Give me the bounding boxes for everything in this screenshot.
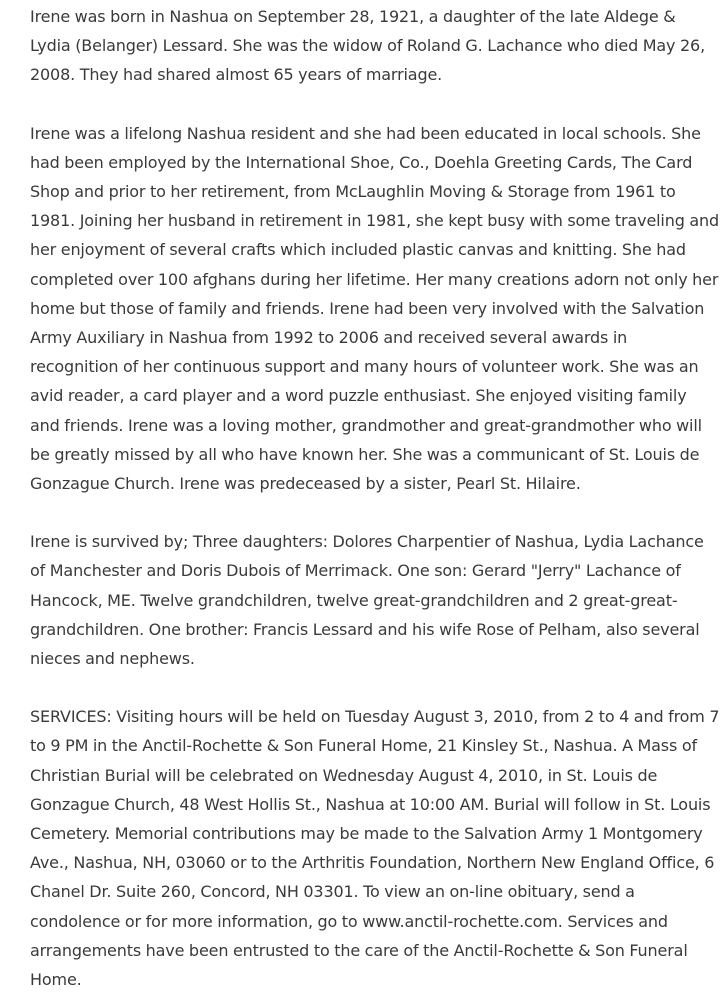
paragraph-birth-and-marriage: Irene was born in Nashua on September 28, 1921, a daughter of the late Aldege & Lydia (Belanger) Lessard. She was the widow of Roland G. Lachance who died May 26, 2008. They had shared almost 65 years of marriage.	[30, 7, 706, 85]
obituary-article	[30, 2, 720, 994]
paragraph-life-and-career: Irene was a lifelong Nashua resident and she had been educated in local schools. She had been employed by the International Shoe, Co., Doehla Greeting Cards, The Card Shop and prior to her retirement, from McLaughlin Moving & Storage from 1961 to 1981. Joining her husband in retirement in 1981, she kept busy with some traveling and her enjoyment of several crafts which included plastic canvas and knitting. She had completed over 100 afghans during her lifetime. Her many creations adorn not only her home but those of family and friends. Irene had been very involved with the Salvation Army Auxiliary in Nashua from 1992 to 2006 and received several awards in recognition of her continuous support and many hours of volunteer work. She was an avid reader, a card player and a word puzzle enthusiast. She enjoyed visiting family and friends. Irene was a loving mother, grandmother and great-grandmother who will be greatly missed by all who have known her. She was a communicant of St. Louis de Gonzague Church. Irene was predeceased by a sister, Pearl St. Hilaire.	[30, 123, 720, 494]
paragraph-survivors: Irene is survived by; Three daughters: Dolores Charpentier of Nashua, Lydia Lachance of Manchester and Doris Dubois of Merrimack. One son: Gerard "Jerry" Lachance of Hancock, ME. Twelve grandchildren, twelve great-grandchildren and 2 great-great-grandchildren. One brother: Francis Lessard and his wife Rose of Pelham, also several nieces and nephews.	[30, 532, 704, 669]
paragraph-services: SERVICES: Visiting hours will be held on Tuesday August 3, 2010, from 2 to 4 and from 7 to 9 PM in the Anctil-Rochette & Son Funeral Home, 21 Kinsley St., Nashua. A Mass of Christian Burial will be celebrated on Wednesday August 4, 2010, in St. Louis de Gonzague Church, 48 West Hollis St., Nashua at 10:00 AM. Burial will follow in St. Louis Cemetery. Memorial contributions may be made to the Salvation Army 1 Montgomery Ave., Nashua, NH, 03060 or to the Arthritis Foundation, Northern New England Office, 6 Chanel Dr. Suite 260, Concord, NH 03301. To view an on-line obituary, send a condolence or for more information, go to www.anctil-rochette.com. Services and arrangements have been entrusted to the care of the Anctil-Rochette & Son Funeral Home.	[30, 707, 720, 990]
